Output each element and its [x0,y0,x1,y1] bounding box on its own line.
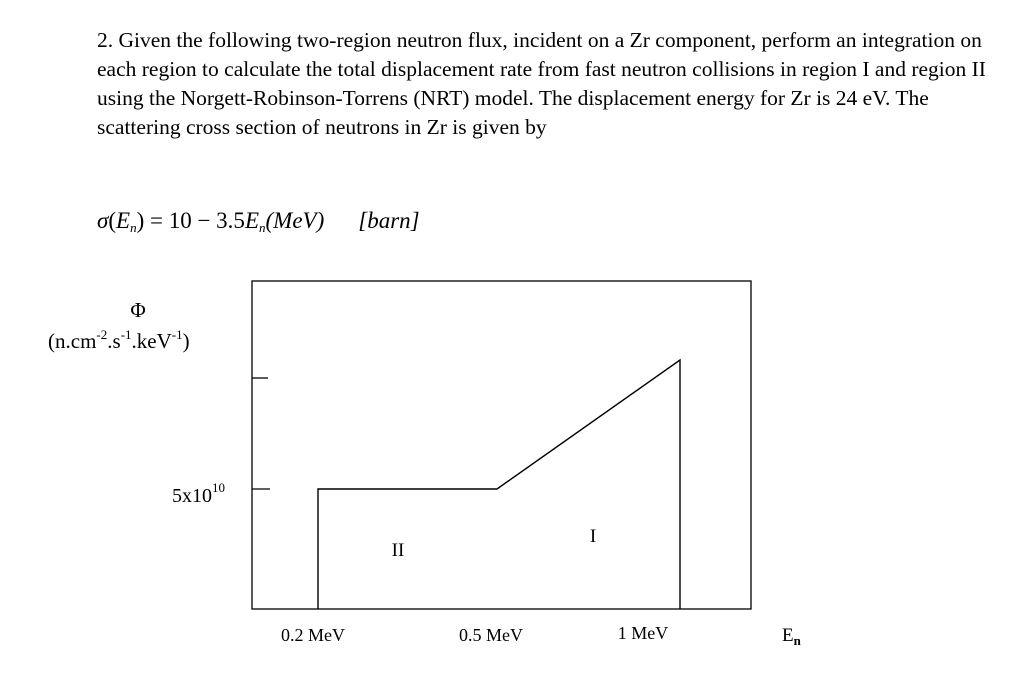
region-label-ii: II [391,540,405,561]
formula-open-paren: ( [108,208,117,233]
y-unit-part-3: .keV [131,329,172,353]
x-axis-label-base: E [782,625,794,646]
problem-statement: 2. Given the following two-region neutron flux, incident on a Zr component, perform an integration on each region to calculate the total displacement rate from fast neutron collisions in region I and region II using the Norgett-Robinson-Torrens (NRT) model. The displacement energy for Zr is 24 eV. The scattering cross section of neutrons in Zr is given by [97,28,986,139]
y-unit-part-2: .s [107,329,121,353]
y-axis-symbol: Φ [130,298,146,322]
energy-symbol-2: E [244,208,259,233]
plot-frame [252,281,751,609]
y-tick-exponent: 10 [212,480,225,495]
y-tick-label [172,480,225,507]
y-tick-base: 5x10 [172,485,212,507]
y-unit-part-4: ) [182,329,190,353]
flux-line [318,360,680,609]
energy-symbol: E [116,208,131,233]
x-tick-label-0-5: 0.5 MeV [459,625,523,645]
region-label-i: I [589,526,597,547]
y-unit-exp-1: -2 [96,327,108,342]
energy-subscript: n [130,220,137,235]
barn-unit: [barn] [358,208,420,233]
y-unit-part-1: (n.cm [48,329,97,353]
sigma-symbol: σ [97,208,109,233]
x-axis-label-sub: n [793,633,801,648]
y-axis-unit-label [48,327,190,353]
x-axis-label [782,625,802,648]
formula-equals-part: ) = 10 − 3.5 [136,208,245,233]
energy-subscript-2: n [259,220,266,235]
y-unit-exp-3: -1 [171,327,183,342]
x-tick-label-0-2: 0.2 MeV [281,625,345,645]
x-tick-label-1: 1 MeV [617,623,669,643]
y-unit-exp-2: -1 [120,327,132,342]
mev-unit: (MeV) [265,208,325,233]
